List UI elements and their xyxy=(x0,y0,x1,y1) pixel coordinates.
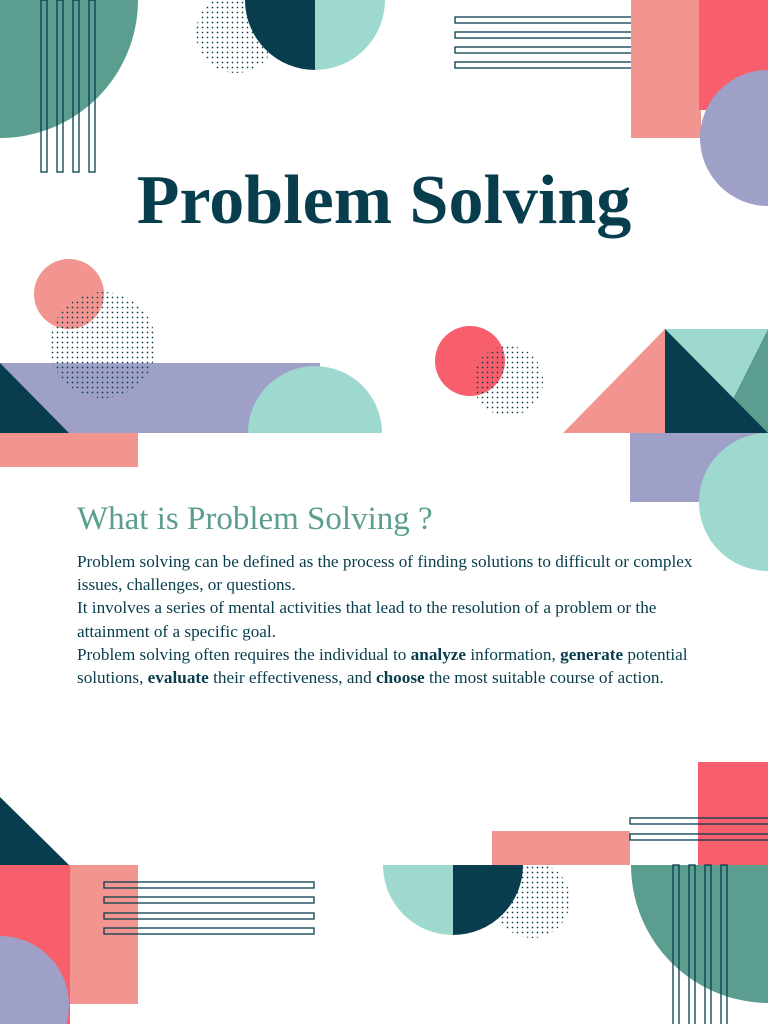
dotted-circle-center xyxy=(473,346,543,416)
keyword-choose: choose xyxy=(375,668,425,688)
keyword-analyze: analyze xyxy=(410,644,467,664)
salmon-rect-bottom-right xyxy=(492,831,630,865)
keyword-generate: generate xyxy=(560,644,624,664)
text-run: their effectiveness, and xyxy=(208,668,376,688)
navy-triangle-bottom-left xyxy=(0,797,69,865)
text-run: potential solutions, xyxy=(77,644,688,688)
text-run: Problem solving often requires the individual to xyxy=(77,644,411,664)
body-text xyxy=(77,550,702,689)
salmon-rect-top-right xyxy=(631,0,701,138)
paragraph-mental-activities: It involves a series of mental activities that lead to the resolution of a problem or the attainment of a specific goal. xyxy=(77,598,657,641)
page-title: Problem Solving xyxy=(136,162,632,239)
coral-rect-bottom-right xyxy=(698,762,768,865)
mint-quarter-top xyxy=(315,0,385,70)
paragraph-definition: Problem solving can be defined as the process of finding solutions to difficult or complex issues, challenges, or questions. xyxy=(77,552,693,595)
text-run: information, xyxy=(466,644,561,664)
section-heading: What is Problem Solving ? xyxy=(77,501,433,537)
text-run: the most suitable course of action. xyxy=(424,668,664,688)
keyword-evaluate: evaluate xyxy=(147,668,209,688)
paragraph-requirements xyxy=(77,643,702,689)
mint-quarter-bottom xyxy=(383,865,453,935)
salmon-rect-left xyxy=(0,433,138,467)
teal-quarter-circle-top-left xyxy=(0,0,138,138)
dotted-circle-left xyxy=(50,292,156,398)
teal-quarter-circle-bottom-right xyxy=(631,865,768,1003)
salmon-triangle-right xyxy=(563,329,665,433)
